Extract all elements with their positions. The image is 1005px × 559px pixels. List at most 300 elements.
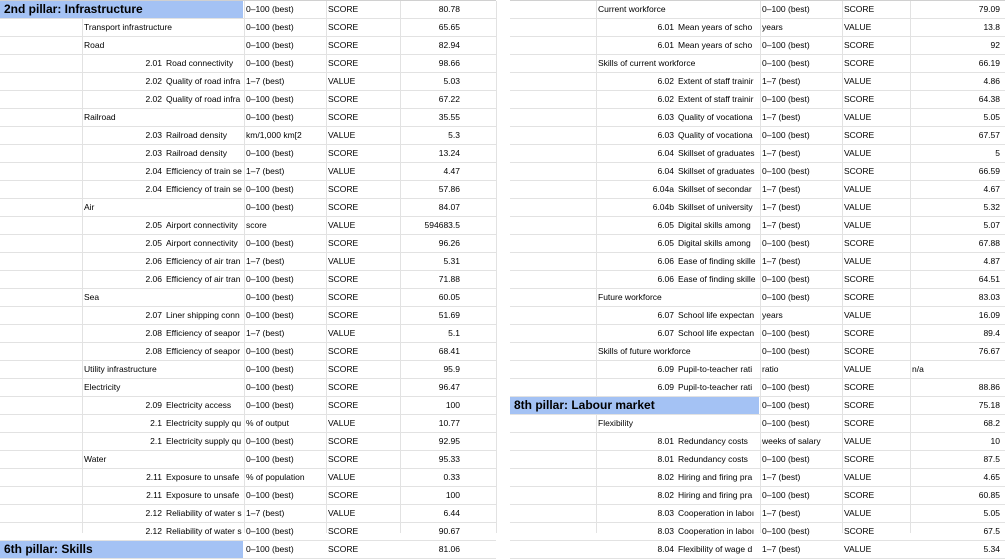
cell-col-h[interactable]: 13.8 [983,22,1000,32]
cell-col-e[interactable]: 1–7 (best) [246,508,285,518]
cell-col-h[interactable]: 66.19 [978,58,1000,68]
cell-col-f[interactable]: VALUE [844,472,872,482]
cell-col-f[interactable]: SCORE [328,4,359,14]
cell-col-f[interactable]: VALUE [328,256,356,266]
cell-col-h[interactable]: 4.87 [983,256,1000,266]
cell-col-c[interactable]: 2.03 [145,130,162,140]
cell-col-c[interactable]: 6.04b [652,202,674,212]
cell-col-d[interactable]: Electricity access [166,400,232,410]
cell-col-b[interactable]: Current workforce [598,4,666,14]
cell-col-d[interactable]: Pupil-to-teacher rati [678,382,753,392]
cell-col-g[interactable]: 81.06 [438,544,460,554]
cell-col-e[interactable]: 1–7 (best) [246,256,285,266]
cell-col-c[interactable]: 8.04 [657,544,674,554]
cell-col-d[interactable]: Efficiency of train se [166,184,242,194]
cell-col-f[interactable]: VALUE [328,328,356,338]
cell-col-g[interactable]: 95.9 [443,364,460,374]
table-row [0,235,496,253]
cell-col-c[interactable]: 6.01 [657,22,674,32]
cell-col-e[interactable]: 0–100 (best) [762,526,810,536]
pillar-title[interactable]: 6th pillar: Skills [0,541,243,558]
cell-col-h[interactable]: 87.5 [983,454,1000,464]
cell-col-h[interactable]: 68.2 [983,418,1000,428]
cell-col-d[interactable]: Skillset of graduates [678,166,755,176]
cell-col-c[interactable]: 2.06 [145,256,162,266]
cell-col-e[interactable]: 0–100 (best) [762,292,810,302]
cell-col-d[interactable]: Flexibility of wage d [678,544,753,554]
cell-col-g[interactable]: 100 [445,400,460,410]
cell-col-f[interactable]: SCORE [328,40,359,50]
cell-col-h[interactable]: 79.09 [978,4,1000,14]
cell-col-f[interactable]: VALUE [844,508,872,518]
cell-col-d[interactable]: Exposure to unsafe [166,490,240,500]
cell-col-h[interactable]: 5.07 [983,220,1000,230]
cell-col-d[interactable]: Reliability of water s [166,508,242,518]
cell-col-e[interactable]: 1–7 (best) [762,472,801,482]
cell-col-e[interactable]: 0–100 (best) [246,148,294,158]
cell-col-g[interactable]: 71.88 [438,274,460,284]
cell-col-e[interactable]: 0–100 (best) [762,130,810,140]
cell-col-e[interactable]: weeks of salary [762,436,821,446]
cell-col-g[interactable]: 90.67 [438,526,460,536]
cell-col-c[interactable]: 6.07 [657,328,674,338]
cell-col-e[interactable]: ratio [762,364,779,374]
cell-col-c[interactable]: 2.04 [145,166,162,176]
cell-col-e[interactable]: 0–100 (best) [762,166,810,176]
cell-col-d[interactable]: Ease of finding skille [678,274,756,284]
cell-col-h[interactable]: 4.67 [983,184,1000,194]
cell-col-e[interactable]: 0–100 (best) [246,202,294,212]
cell-col-g[interactable]: 35.55 [438,112,460,122]
cell-col-g[interactable]: 5.3 [448,130,460,140]
cell-col-f[interactable]: VALUE [844,184,872,194]
cell-col-f[interactable]: VALUE [844,436,872,446]
cell-col-g[interactable]: 0.33 [443,472,460,482]
cell-col-b[interactable]: Electricity [84,382,121,392]
cell-col-g[interactable]: n/a [912,364,924,374]
cell-col-h[interactable]: 66.59 [978,166,1000,176]
cell-col-f[interactable]: SCORE [844,418,875,428]
cell-col-e[interactable]: 0–100 (best) [762,238,810,248]
cell-col-h[interactable]: 89.4 [983,328,1000,338]
cell-col-d[interactable]: Efficiency of air tran [166,256,241,266]
cell-col-d[interactable]: Extent of staff trainir [678,94,754,104]
cell-col-e[interactable]: 1–7 (best) [762,202,801,212]
cell-col-c[interactable]: 8.02 [657,490,674,500]
cell-col-f[interactable]: SCORE [328,292,359,302]
cell-col-e[interactable]: 0–100 (best) [762,490,810,500]
cell-col-e[interactable]: 0–100 (best) [762,400,810,410]
cell-col-d[interactable]: Electricity supply qu [166,436,242,446]
cell-col-f[interactable]: VALUE [328,472,356,482]
cell-col-f[interactable]: SCORE [328,490,359,500]
cell-col-f[interactable]: VALUE [844,22,872,32]
cell-col-d[interactable]: Efficiency of train se [166,166,242,176]
cell-col-e[interactable]: 0–100 (best) [246,184,294,194]
cell-col-e[interactable]: years [762,22,783,32]
cell-col-c[interactable]: 6.07 [657,310,674,320]
cell-col-c[interactable]: 2.04 [145,184,162,194]
cell-col-e[interactable]: 0–100 (best) [246,274,294,284]
cell-col-g[interactable]: 65.65 [438,22,460,32]
cell-col-g[interactable]: 4.47 [443,166,460,176]
pillar-title[interactable]: 2nd pillar: Infrastructure [0,1,243,18]
cell-col-g[interactable]: 13.24 [438,148,460,158]
cell-col-d[interactable]: Digital skills among [678,220,751,230]
cell-col-c[interactable]: 2.11 [146,490,162,500]
cell-col-d[interactable]: Skillset of secondar [678,184,752,194]
cell-col-f[interactable]: SCORE [844,526,875,536]
cell-col-f[interactable]: SCORE [844,238,875,248]
cell-col-e[interactable]: 1–7 (best) [246,328,285,338]
cell-col-h[interactable]: 4.86 [983,76,1000,86]
cell-col-e[interactable]: % of output [246,418,290,428]
cell-col-c[interactable]: 6.04 [657,166,674,176]
cell-col-h[interactable]: 60.85 [978,490,1000,500]
cell-col-e[interactable]: 0–100 (best) [762,58,810,68]
cell-col-f[interactable]: SCORE [328,526,359,536]
cell-col-f[interactable]: SCORE [844,490,875,500]
table-row [510,469,1005,487]
cell-col-g[interactable]: 80.78 [438,4,460,14]
cell-col-e[interactable]: 0–100 (best) [246,94,294,104]
cell-col-e[interactable]: 0–100 (best) [246,4,294,14]
cell-col-e[interactable]: 0–100 (best) [762,454,810,464]
cell-col-h[interactable]: 5.34 [983,544,1000,554]
pillar-header-row [0,541,496,559]
cell-col-f[interactable]: SCORE [844,40,875,50]
cell-col-f[interactable]: SCORE [328,22,359,32]
cell-col-h[interactable]: 4.65 [983,472,1000,482]
cell-col-h[interactable]: 5 [995,148,1000,158]
cell-col-d[interactable]: Efficiency of air tran [166,274,241,284]
cell-col-f[interactable]: SCORE [328,238,359,248]
cell-col-c[interactable]: 6.03 [657,130,674,140]
cell-col-e[interactable]: 1–7 (best) [246,166,285,176]
cell-col-f[interactable]: VALUE [328,508,356,518]
cell-col-f[interactable]: SCORE [844,94,875,104]
cell-col-c[interactable]: 2.1 [150,418,162,428]
cell-col-c[interactable]: 8.03 [657,508,674,518]
cell-col-c[interactable]: 2.01 [145,58,162,68]
cell-col-g[interactable]: 594683.5 [424,220,460,230]
cell-col-c[interactable]: 2.11 [146,472,162,482]
cell-col-c[interactable]: 2.09 [145,400,162,410]
cell-col-f[interactable]: SCORE [328,400,359,410]
cell-col-f[interactable]: SCORE [328,94,359,104]
cell-col-f[interactable]: VALUE [328,166,356,176]
cell-col-f[interactable]: SCORE [844,130,875,140]
cell-col-g[interactable]: 95.33 [438,454,460,464]
cell-col-d[interactable]: Skillset of university [678,202,753,212]
cell-col-h[interactable]: 64.51 [978,274,1000,284]
cell-col-h[interactable]: 75.18 [978,400,1000,410]
cell-col-d[interactable]: School life expectan [678,310,755,320]
cell-col-d[interactable]: Redundancy costs [678,454,748,464]
cell-col-b[interactable]: Skills of current workforce [598,58,696,68]
cell-col-d[interactable]: Cooperation in laboı [678,508,755,518]
cell-col-h[interactable]: 83.03 [978,292,1000,302]
cell-col-c[interactable]: 8.01 [657,454,674,464]
cell-col-d[interactable]: Road connectivity [166,58,234,68]
cell-col-e[interactable]: 0–100 (best) [762,94,810,104]
cell-col-e[interactable]: 0–100 (best) [246,364,294,374]
cell-col-c[interactable]: 6.06 [657,274,674,284]
cell-col-e[interactable]: 0–100 (best) [246,490,294,500]
cell-col-f[interactable]: SCORE [328,148,359,158]
cell-col-c[interactable]: 2.02 [145,94,162,104]
cell-col-f[interactable]: SCORE [844,328,875,338]
cell-col-d[interactable]: Quality of vocationa [678,130,753,140]
cell-col-g[interactable]: 10.77 [438,418,460,428]
cell-col-b[interactable]: Utility infrastructure [84,364,157,374]
cell-col-f[interactable]: VALUE [844,256,872,266]
cell-col-f[interactable]: SCORE [844,292,875,302]
cell-col-f[interactable]: SCORE [328,310,359,320]
cell-col-c[interactable]: 2.05 [145,238,162,248]
cell-col-c[interactable]: 6.09 [657,382,674,392]
cell-col-d[interactable]: Redundancy costs [678,436,748,446]
cell-col-e[interactable]: 0–100 (best) [246,292,294,302]
cell-col-f[interactable]: SCORE [328,346,359,356]
cell-col-g[interactable]: 82.94 [438,40,460,50]
cell-col-b[interactable]: Skills of future workforce [598,346,691,356]
cell-col-e[interactable]: 1–7 (best) [762,508,801,518]
cell-col-f[interactable]: VALUE [328,130,356,140]
cell-col-e[interactable]: 0–100 (best) [762,328,810,338]
cell-col-c[interactable]: 2.06 [145,274,162,284]
cell-col-c[interactable]: 6.05 [657,238,674,248]
cell-col-g[interactable]: 68.41 [438,346,460,356]
cell-col-f[interactable]: SCORE [844,382,875,392]
cell-col-d[interactable]: Extent of staff trainir [678,76,754,86]
pillar-title[interactable]: 8th pillar: Labour market [510,397,759,414]
cell-col-c[interactable]: 2.08 [145,328,162,338]
cell-col-e[interactable]: 0–100 (best) [246,22,294,32]
cell-col-e[interactable]: 0–100 (best) [762,4,810,14]
cell-col-b[interactable]: Railroad [84,112,116,122]
cell-col-f[interactable]: SCORE [328,274,359,284]
cell-col-h[interactable]: 10 [990,436,1000,446]
cell-col-b[interactable]: Transport infrastructure [84,22,173,32]
cell-col-f[interactable]: SCORE [328,58,359,68]
cell-col-e[interactable]: 0–100 (best) [762,382,810,392]
cell-col-f[interactable]: SCORE [844,346,875,356]
cell-col-f[interactable]: VALUE [844,76,872,86]
cell-col-d[interactable]: Hiring and firing pra [678,490,753,500]
cell-col-f[interactable]: SCORE [328,112,359,122]
cell-col-e[interactable]: 0–100 (best) [246,382,294,392]
cell-col-e[interactable]: 0–100 (best) [246,526,294,536]
cell-col-c[interactable]: 6.03 [657,112,674,122]
cell-col-d[interactable]: Efficiency of seapor [166,346,241,356]
cell-col-e[interactable]: 1–7 (best) [762,112,801,122]
table-row [510,55,1005,73]
cell-col-d[interactable]: Digital skills among [678,238,751,248]
cell-col-d[interactable]: Mean years of scho [678,40,753,50]
cell-col-f[interactable]: VALUE [844,148,872,158]
cell-col-c[interactable]: 6.04 [657,148,674,158]
cell-col-e[interactable]: 1–7 (best) [762,76,801,86]
cell-col-c[interactable]: 2.03 [145,148,162,158]
cell-col-e[interactable]: km/1,000 km[2 [246,130,302,140]
cell-col-g[interactable]: 96.26 [438,238,460,248]
cell-col-h[interactable]: 67.5 [983,526,1000,536]
cell-col-c[interactable]: 6.09 [657,364,674,374]
cell-col-d[interactable]: Quality of road infra [166,94,241,104]
cell-col-c[interactable]: 6.04a [652,184,674,194]
cell-col-e[interactable]: 1–7 (best) [762,184,801,194]
cell-col-e[interactable]: 0–100 (best) [246,454,294,464]
cell-col-b[interactable]: Air [84,202,95,212]
cell-col-d[interactable]: Airport connectivity [166,238,238,248]
cell-col-g[interactable]: 84.07 [438,202,460,212]
cell-col-e[interactable]: 0–100 (best) [246,346,294,356]
cell-col-c[interactable]: 2.08 [145,346,162,356]
cell-col-e[interactable]: score [246,220,267,230]
cell-col-e[interactable]: years [762,310,783,320]
cell-col-f[interactable]: SCORE [328,454,359,464]
cell-col-b[interactable]: Water [84,454,107,464]
cell-col-g[interactable]: 92.95 [438,436,460,446]
cell-col-g[interactable]: 57.86 [438,184,460,194]
cell-col-e[interactable]: 1–7 (best) [762,148,801,158]
cell-col-f[interactable]: SCORE [844,166,875,176]
cell-col-d[interactable]: Quality of vocationa [678,112,753,122]
cell-col-d[interactable]: Ease of finding skille [678,256,756,266]
cell-col-c[interactable]: 2.12 [145,526,162,536]
cell-col-e[interactable]: 1–7 (best) [762,220,801,230]
cell-col-g[interactable]: 100 [445,490,460,500]
cell-col-d[interactable]: Quality of road infra [166,76,241,86]
cell-col-g[interactable]: 67.22 [438,94,460,104]
cell-col-d[interactable]: Mean years of scho [678,22,753,32]
cell-col-f[interactable]: SCORE [328,382,359,392]
cell-col-f[interactable]: VALUE [844,112,872,122]
cell-col-d[interactable]: Exposure to unsafe [166,472,240,482]
cell-col-h[interactable]: 76.67 [978,346,1000,356]
cell-col-h[interactable]: 67.57 [978,130,1000,140]
cell-col-e[interactable]: 0–100 (best) [762,418,810,428]
cell-col-e[interactable]: 0–100 (best) [246,112,294,122]
cell-col-e[interactable]: 0–100 (best) [246,544,294,554]
cell-col-f[interactable]: VALUE [844,202,872,212]
cell-col-e[interactable]: 0–100 (best) [246,58,294,68]
cell-col-g[interactable]: 98.66 [438,58,460,68]
cell-col-g[interactable]: 5.31 [443,256,460,266]
cell-col-f[interactable]: SCORE [844,58,875,68]
cell-col-e[interactable]: 1–7 (best) [762,256,801,266]
cell-col-b[interactable]: Future workforce [598,292,662,302]
cell-col-f[interactable]: VALUE [328,76,356,86]
cell-col-d[interactable]: Cooperation in laboı [678,526,755,536]
cell-col-b[interactable]: Flexibility [598,418,633,428]
cell-col-e[interactable]: 0–100 (best) [762,346,810,356]
cell-col-e[interactable]: 0–100 (best) [246,436,294,446]
cell-col-g[interactable]: 96.47 [438,382,460,392]
cell-col-d[interactable]: Railroad density [166,130,227,140]
cell-col-f[interactable]: SCORE [328,202,359,212]
cell-col-f[interactable]: SCORE [328,436,359,446]
cell-col-e[interactable]: 1–7 (best) [246,76,285,86]
cell-col-c[interactable]: 6.05 [657,220,674,230]
cell-col-f[interactable]: VALUE [844,310,872,320]
cell-col-d[interactable]: Pupil-to-teacher rati [678,364,753,374]
cell-col-h[interactable]: 64.38 [978,94,1000,104]
cell-col-h[interactable]: 16.09 [978,310,1000,320]
cell-col-g[interactable]: 51.69 [438,310,460,320]
cell-col-f[interactable]: VALUE [844,220,872,230]
table-row [0,433,496,451]
cell-col-h[interactable]: 67.88 [978,238,1000,248]
cell-col-g[interactable]: 60.05 [438,292,460,302]
cell-col-e[interactable]: 0–100 (best) [246,238,294,248]
cell-col-d[interactable]: Skillset of graduates [678,148,755,158]
cell-col-e[interactable]: 0–100 (best) [762,274,810,284]
cell-col-f[interactable]: VALUE [328,418,356,428]
cell-col-c[interactable]: 2.1 [150,436,162,446]
cell-col-g[interactable]: 5.1 [448,328,460,338]
cell-col-c[interactable]: 6.06 [657,256,674,266]
cell-col-h[interactable]: 92 [990,40,1000,50]
cell-col-e[interactable]: 0–100 (best) [246,310,294,320]
cell-col-f[interactable]: SCORE [328,184,359,194]
cell-col-e[interactable]: % of population [246,472,305,482]
cell-col-f[interactable]: VALUE [844,544,872,554]
table-row [0,523,496,541]
cell-col-c[interactable]: 8.03 [657,526,674,536]
cell-col-c[interactable]: 8.01 [657,436,674,446]
cell-col-f[interactable]: VALUE [844,364,872,374]
cell-col-d[interactable]: Reliability of water s [166,526,242,536]
cell-col-d[interactable]: Liner shipping conn [166,310,240,320]
cell-col-g[interactable]: 5.03 [443,76,460,86]
cell-col-c[interactable]: 6.02 [657,94,674,104]
cell-col-d[interactable]: Electricity supply qu [166,418,242,428]
cell-col-f[interactable]: SCORE [844,454,875,464]
cell-col-c[interactable]: 2.02 [145,76,162,86]
cell-col-e[interactable]: 0–100 (best) [246,40,294,50]
cell-col-e[interactable]: 0–100 (best) [246,400,294,410]
cell-col-d[interactable]: Hiring and firing pra [678,472,753,482]
cell-col-d[interactable]: Airport connectivity [166,220,238,230]
cell-col-f[interactable]: VALUE [328,220,356,230]
cell-col-f[interactable]: SCORE [328,544,359,554]
cell-col-g[interactable]: 6.44 [443,508,460,518]
cell-col-c[interactable]: 2.07 [145,310,162,320]
cell-col-c[interactable]: 2.12 [145,508,162,518]
cell-col-f[interactable]: SCORE [844,400,875,410]
cell-col-h[interactable]: 5.32 [983,202,1000,212]
cell-col-h[interactable]: 88.86 [978,382,1000,392]
cell-col-b[interactable]: Road [84,40,105,50]
cell-col-c[interactable]: 2.05 [145,220,162,230]
cell-col-d[interactable]: School life expectan [678,328,755,338]
cell-col-e[interactable]: 1–7 (best) [762,544,801,554]
cell-col-h[interactable]: 5.05 [983,112,1000,122]
cell-col-d[interactable]: Railroad density [166,148,227,158]
cell-col-f[interactable]: SCORE [844,4,875,14]
cell-col-e[interactable]: 0–100 (best) [762,40,810,50]
cell-col-d[interactable]: Efficiency of seapor [166,328,241,338]
cell-col-b[interactable]: Sea [84,292,100,302]
cell-col-c[interactable]: 8.02 [657,472,674,482]
cell-col-c[interactable]: 6.01 [657,40,674,50]
cell-col-h[interactable]: 5.05 [983,508,1000,518]
cell-col-f[interactable]: SCORE [328,364,359,374]
cell-col-f[interactable]: SCORE [844,274,875,284]
cell-col-c[interactable]: 6.02 [657,76,674,86]
